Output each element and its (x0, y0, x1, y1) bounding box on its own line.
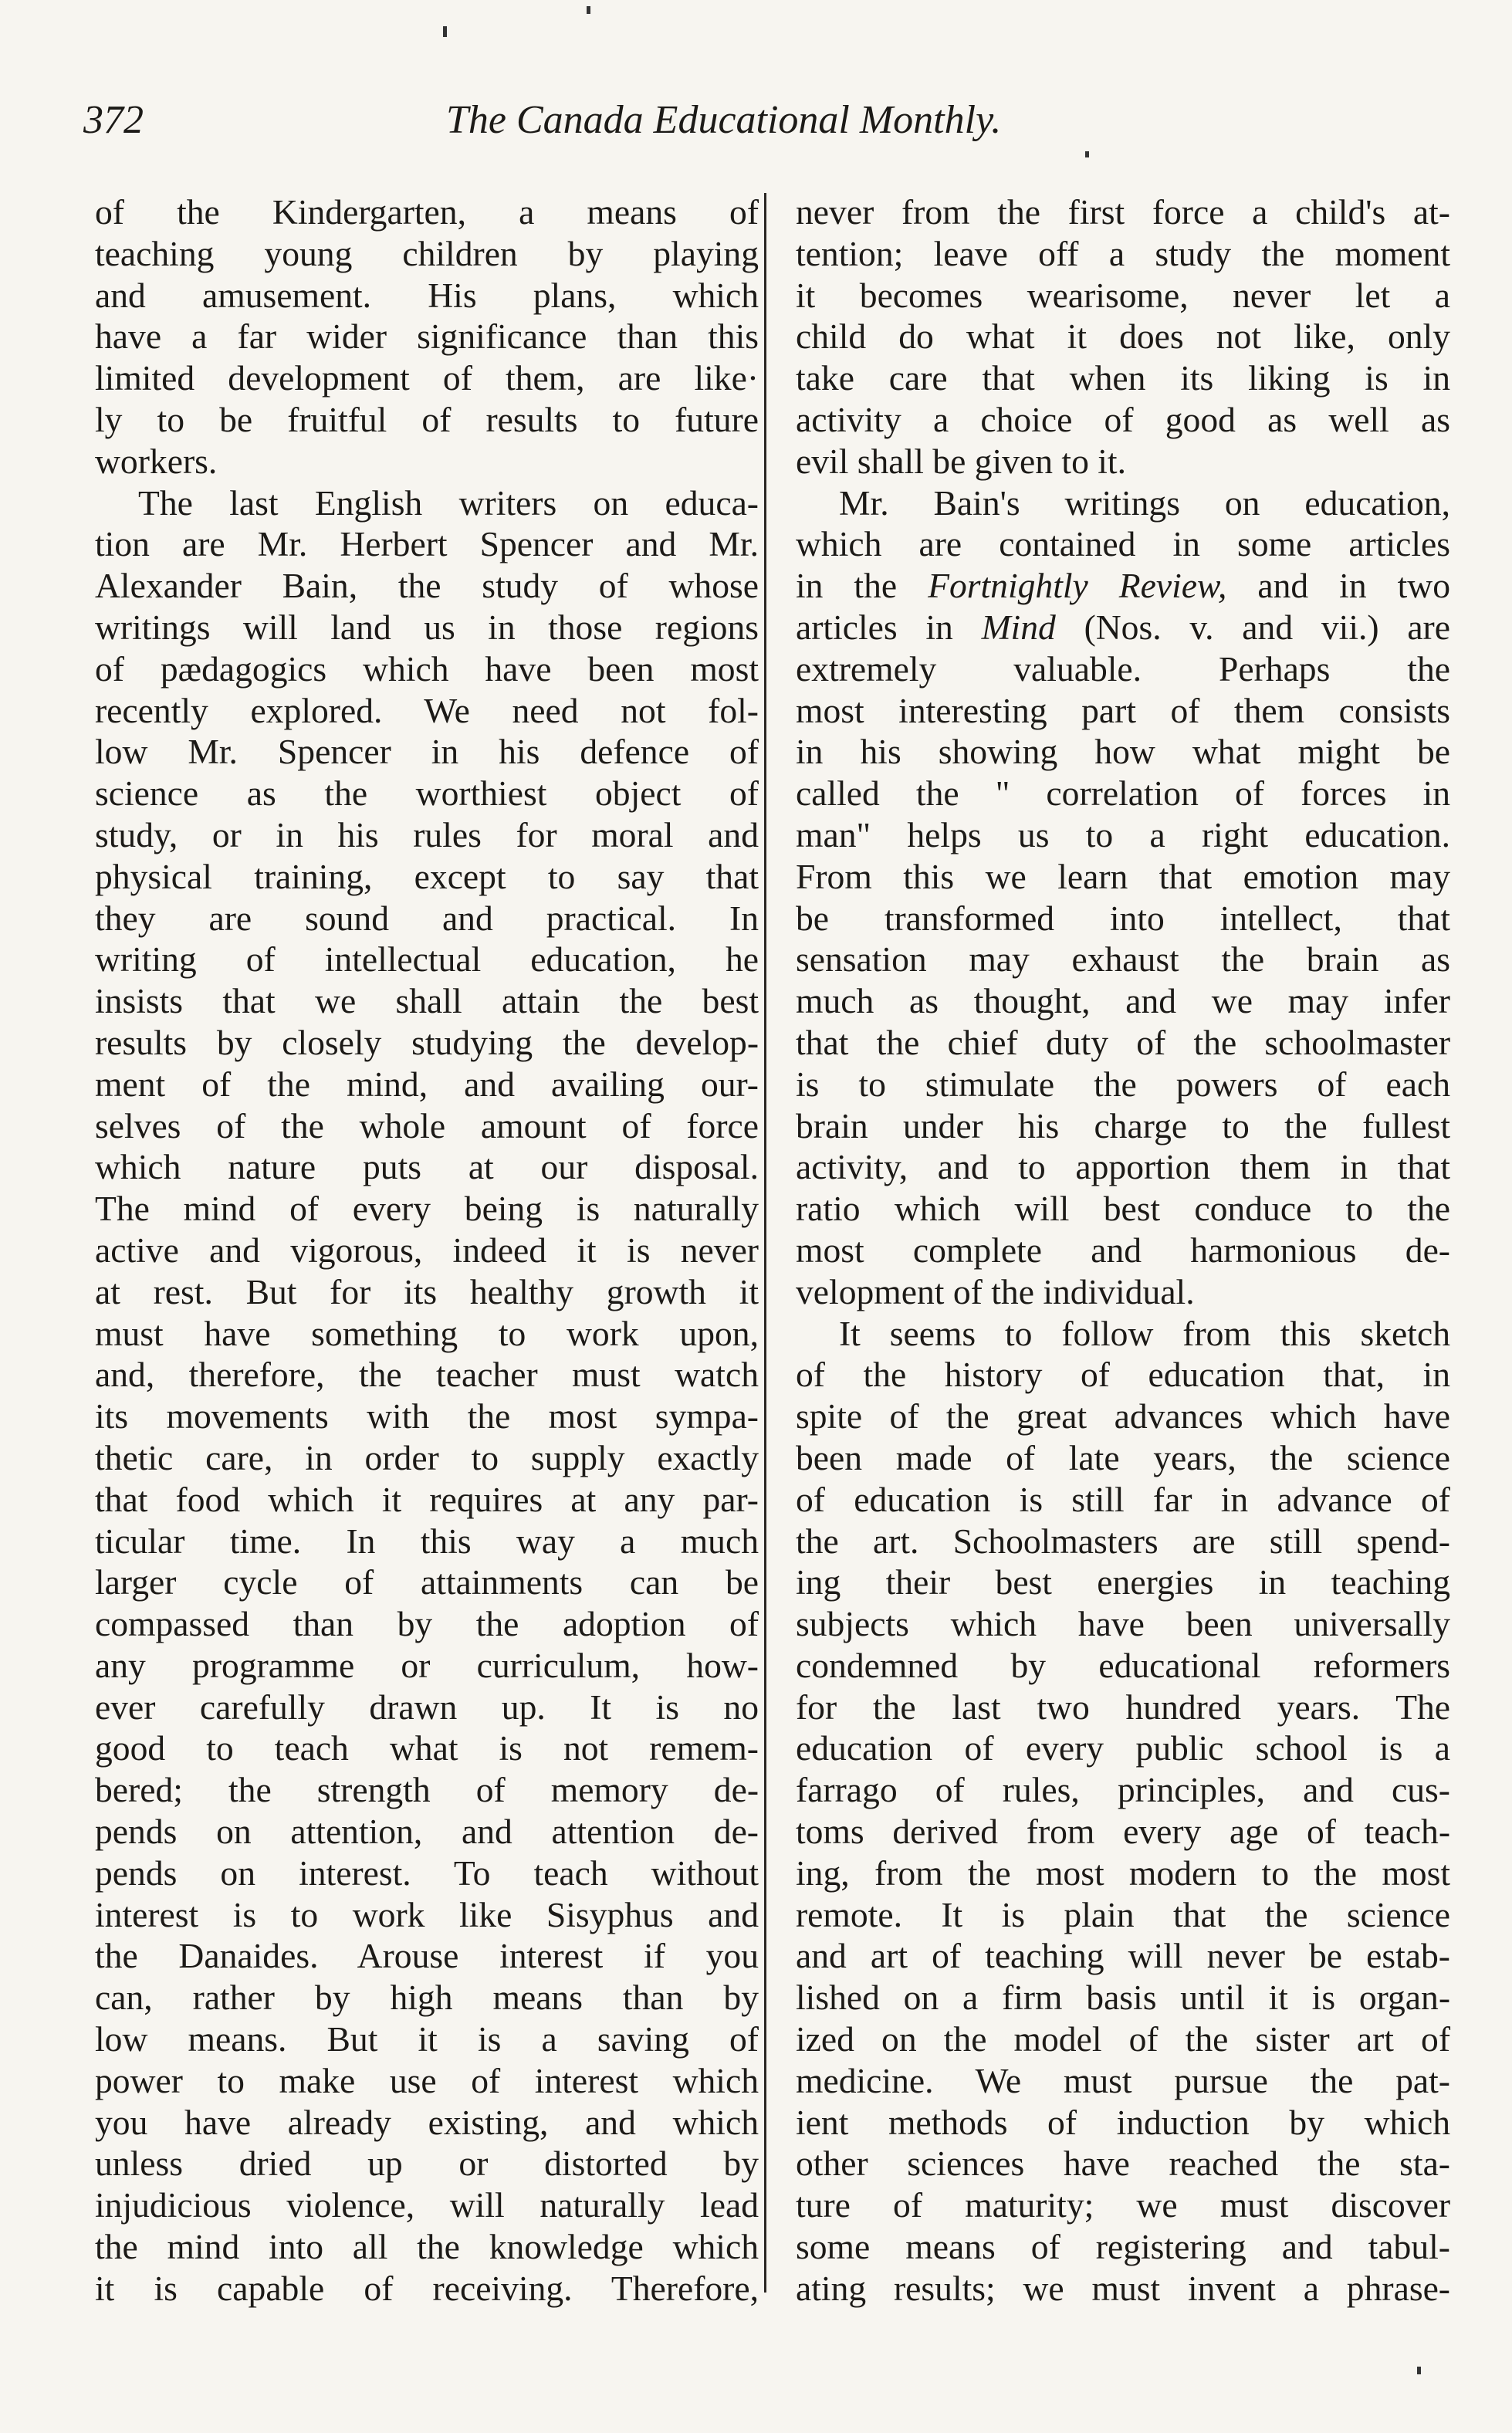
text-line (95, 523, 759, 565)
text-line (95, 814, 759, 856)
text-line (95, 1146, 759, 1188)
text-run: study, or in his rules for moral and (95, 814, 759, 854)
text-line (95, 939, 759, 980)
text-run: ient methods of induction by which (796, 2102, 1450, 2142)
text-line (796, 1354, 1450, 1396)
text-line (95, 898, 759, 939)
text-run: ratio which will best conduce to the (796, 1189, 1450, 1229)
text-run: the art. Schoolmasters are still spend- (796, 1521, 1450, 1561)
text-line (796, 1853, 1450, 1894)
text-line (796, 1894, 1450, 1936)
text-line (796, 357, 1450, 399)
text-run: must have something to work upon, (95, 1313, 759, 1353)
text-run: Alexander Bain, the study of whose (95, 566, 759, 606)
text-run: ticular time. In this way a much (95, 1521, 759, 1561)
text-line (796, 2018, 1450, 2060)
text-line (95, 1645, 759, 1687)
text-run: man" helps us to a right education. (796, 814, 1450, 854)
text-run: ing, from the most modern to the most (796, 1853, 1450, 1893)
text-run: results by closely studying the develop- (95, 1022, 759, 1062)
text-run: bered; the strength of memory de- (95, 1770, 759, 1810)
text-line (796, 607, 1450, 648)
text-line (796, 1727, 1450, 1769)
text-line (95, 1521, 759, 1562)
text-run: It seems to follow from this sketch (839, 1313, 1450, 1353)
text-line (796, 316, 1450, 357)
text-run: toms derived from every age of teach- (796, 1812, 1450, 1852)
text-run: From this we learn that emotion may (796, 856, 1450, 896)
text-line (796, 1521, 1450, 1562)
text-line (796, 1977, 1450, 2018)
text-line (95, 1022, 759, 1064)
text-run: which nature puts at our disposal. (95, 1147, 759, 1187)
text-run: tion are Mr. Herbert Spencer and Mr. (95, 524, 759, 564)
text-line (95, 1687, 759, 1728)
text-run: pends on attention, and attention de- (95, 1812, 759, 1852)
text-run: its movements with the most sympa- (95, 1396, 759, 1436)
text-run: of the Kindergarten, a means of (95, 192, 759, 232)
text-line (796, 731, 1450, 773)
text-line (796, 2268, 1450, 2309)
text-run: compassed than by the adoption of (95, 1604, 759, 1644)
text-run: take care that when its liking is in (796, 358, 1450, 398)
text-line (95, 731, 759, 773)
text-run: be transformed into intellect, that (796, 898, 1450, 938)
text-line (796, 565, 1450, 607)
text-line (796, 275, 1450, 316)
text-run: have a far wider significance than this (95, 316, 759, 357)
text-line (95, 1935, 759, 1977)
scan-speck (1417, 2367, 1421, 2374)
text-line (95, 1105, 759, 1147)
text-run: larger cycle of attainments can be (95, 1562, 759, 1602)
text-run: lished on a firm basis until it is organ- (796, 1978, 1450, 2018)
text-run: and art of teaching will never be estab- (796, 1936, 1450, 1976)
text-line (796, 1687, 1450, 1728)
text-line (95, 690, 759, 732)
text-line (95, 856, 759, 898)
text-run: farrago of rules, principles, and cus- (796, 1770, 1450, 1810)
text-run: sensation may exhaust the brain as (796, 939, 1450, 980)
text-line (95, 1396, 759, 1437)
text-run: most interesting part of them consists (796, 690, 1450, 730)
text-line (95, 1977, 759, 2018)
text-line (796, 814, 1450, 856)
text-line (95, 1188, 759, 1230)
text-run: physical training, except to say that (95, 856, 759, 896)
text-line (95, 1313, 759, 1355)
text-line (95, 1603, 759, 1645)
text-line (796, 1230, 1450, 1271)
text-run: of pædagogics which have been most (95, 648, 759, 689)
text-run: some means of registering and tabul- (796, 2227, 1450, 2267)
text-run: the Danaides. Arouse interest if you (95, 1936, 759, 1976)
text-run: much as thought, and we may infer (796, 981, 1450, 1021)
text-run: unless dried up or distorted by (95, 2144, 759, 2184)
text-line (796, 1188, 1450, 1230)
text-run: that food which it requires at any par- (95, 1479, 759, 1519)
text-line (95, 233, 759, 275)
text-run: of education is still far in advance of (796, 1479, 1450, 1519)
text-line (796, 939, 1450, 980)
text-run: science as the worthiest object of (95, 773, 759, 814)
text-run: power to make use of interest which (95, 2060, 759, 2100)
text-run: the mind into all the knowledge which (95, 2227, 759, 2267)
text-line (796, 2060, 1450, 2102)
text-run: other sciences have reached the sta- (796, 2144, 1450, 2184)
text-line (796, 523, 1450, 565)
text-line (796, 898, 1450, 939)
text-run: The last English writers on educa- (138, 482, 759, 523)
text-run: education of every public school is a (796, 1728, 1450, 1768)
text-run: and, therefore, the teacher must watch (95, 1355, 759, 1395)
text-run: in the (796, 566, 898, 606)
text-line (796, 1437, 1450, 1479)
text-run: good to teach what is not remem- (95, 1728, 759, 1768)
text-line (95, 1064, 759, 1105)
column-divider (764, 193, 766, 2293)
text-line (796, 2184, 1450, 2226)
text-line (796, 1811, 1450, 1853)
right-column (796, 191, 1450, 2309)
text-run: for the last two hundred years. The (796, 1687, 1450, 1727)
text-run: activity, and to apportion them in that (796, 1147, 1450, 1187)
page-number: 372 (83, 98, 144, 142)
italic-title: Fortnightly Review, (928, 566, 1227, 606)
text-line (796, 399, 1450, 441)
text-line (95, 1727, 759, 1769)
text-line (95, 1437, 759, 1479)
text-line (95, 2268, 759, 2309)
text-run: called the " correlation of forces in (796, 773, 1450, 814)
text-line (796, 1022, 1450, 1064)
text-run: ating results; we must invent a phrase- (796, 2268, 1450, 2308)
text-run: is to stimulate the powers of each (796, 1064, 1450, 1104)
text-line (796, 1645, 1450, 1687)
text-run: of the history of education that, in (796, 1355, 1450, 1395)
running-title: The Canada Educational Monthly. (446, 98, 1002, 142)
text-run: it becomes wearisome, never let a (796, 275, 1450, 315)
text-line (796, 1146, 1450, 1188)
text-line (95, 316, 759, 357)
text-run: ing their best energies in teaching (796, 1562, 1450, 1602)
text-line (95, 2018, 759, 2060)
text-line (796, 1396, 1450, 1437)
text-line (796, 2102, 1450, 2144)
text-run: they are sound and practical. In (95, 898, 759, 938)
text-run: been made of late years, the science (796, 1437, 1450, 1477)
text-run: injudicious violence, will naturally lead (95, 2185, 759, 2225)
text-line (95, 441, 759, 482)
text-run: writings will land us in those regions (95, 607, 759, 647)
text-run: can, rather by high means than by (95, 1978, 759, 2018)
text-line (95, 1894, 759, 1936)
text-line (796, 233, 1450, 275)
text-run: pends on interest. To teach without (95, 1853, 759, 1893)
text-run: active and vigorous, indeed it is never (95, 1230, 759, 1270)
text-run: which are contained in some articles (796, 524, 1450, 564)
left-column (95, 191, 759, 2309)
text-run: ture of maturity; we must discover (796, 2185, 1450, 2225)
text-line (796, 191, 1450, 233)
text-run: brain under his charge to the fullest (796, 1105, 1450, 1145)
text-run: ment of the mind, and availing our- (95, 1064, 759, 1104)
text-run: medicine. We must pursue the pat- (796, 2060, 1450, 2100)
text-run: in his showing how what might be (796, 732, 1450, 772)
text-run: velopment of the individual. (796, 1271, 1195, 1311)
text-line (95, 2184, 759, 2226)
text-run: workers. (95, 441, 218, 481)
text-line (95, 1769, 759, 1811)
text-run: most complete and harmonious de- (796, 1230, 1450, 1270)
text-line (796, 648, 1450, 690)
text-line (95, 357, 759, 399)
text-run: Mr. Bain's writings on education, (839, 482, 1450, 523)
text-run: ized on the model of the sister art of (796, 2019, 1450, 2059)
text-line (95, 1811, 759, 1853)
text-run: any programme or curriculum, how- (95, 1645, 759, 1685)
text-line (95, 1479, 759, 1521)
text-line (796, 1064, 1450, 1105)
text-run: low Mr. Spencer in his defence of (95, 732, 759, 772)
text-line (95, 2143, 759, 2184)
text-run: extremely valuable. Perhaps the (796, 648, 1450, 689)
text-run: activity a choice of good as well as (796, 399, 1450, 439)
text-line (95, 607, 759, 648)
text-line (796, 1479, 1450, 1521)
text-run: spite of the great advances which have (796, 1396, 1450, 1436)
text-line (796, 1105, 1450, 1147)
text-line (796, 2226, 1450, 2268)
text-run: child do what it does not like, only (796, 316, 1450, 357)
text-run: it is capable of receiving. Therefore, (95, 2268, 759, 2308)
text-line (95, 2102, 759, 2144)
text-line (95, 1271, 759, 1313)
text-run: interest is to work like Sisyphus and (95, 1894, 759, 1934)
text-line (95, 482, 759, 524)
text-run: tention; leave off a study the moment (796, 233, 1450, 273)
text-line (796, 1769, 1450, 1811)
text-line (95, 1562, 759, 1603)
text-line (796, 1313, 1450, 1355)
text-run: insists that we shall attain the best (95, 981, 759, 1021)
running-header (83, 97, 1426, 151)
text-line (796, 1271, 1450, 1313)
text-run: that the chief duty of the schoolmaster (796, 1022, 1450, 1062)
text-run: and amusement. His plans, which (95, 275, 759, 315)
text-line (796, 1603, 1450, 1645)
text-line (95, 648, 759, 690)
text-run: low means. But it is a saving of (95, 2019, 759, 2059)
text-line (95, 191, 759, 233)
italic-title: Mind (981, 607, 1056, 647)
text-line (95, 399, 759, 441)
text-run: remote. It is plain that the science (796, 1894, 1450, 1934)
text-line (796, 980, 1450, 1022)
text-run: teaching young children by playing (95, 233, 759, 273)
text-run: selves of the whole amount of force (95, 1105, 759, 1145)
text-run: The mind of every being is naturally (95, 1189, 759, 1229)
text-line (796, 441, 1450, 482)
text-line (95, 565, 759, 607)
text-line (796, 1935, 1450, 1977)
text-run: condemned by educational reformers (796, 1645, 1450, 1685)
scan-speck (1085, 151, 1089, 157)
text-line (95, 2226, 759, 2268)
text-line (796, 2143, 1450, 2184)
text-run: ly to be fruitful of results to future (95, 399, 759, 439)
text-line (95, 1853, 759, 1894)
text-line (95, 275, 759, 316)
text-run: evil shall be given to it. (796, 441, 1126, 481)
text-run: writing of intellectual education, he (95, 939, 759, 980)
text-run: never from the first force a child's at- (796, 192, 1450, 232)
text-line (796, 1562, 1450, 1603)
text-line (796, 773, 1450, 814)
text-line (796, 856, 1450, 898)
text-run: ever carefully drawn up. It is no (95, 1687, 759, 1727)
text-run: subjects which have been universally (796, 1604, 1450, 1644)
text-run: and in two (1257, 566, 1450, 606)
text-line (796, 690, 1450, 732)
text-line (796, 482, 1450, 524)
text-run: you have already existing, and which (95, 2102, 759, 2142)
text-line (95, 1354, 759, 1396)
scan-speck (587, 6, 590, 14)
text-run: limited development of them, are like· (95, 358, 759, 398)
text-run: thetic care, in order to supply exactly (95, 1437, 759, 1477)
text-run: (Nos. v. and vii.) are (1084, 607, 1450, 647)
text-line (95, 773, 759, 814)
text-run: recently explored. We need not fol- (95, 690, 759, 730)
text-line (95, 1230, 759, 1271)
text-run: at rest. But for its healthy growth it (95, 1271, 759, 1311)
scan-speck (443, 26, 447, 37)
text-line (95, 980, 759, 1022)
text-run: articles in (796, 607, 953, 647)
text-line (95, 2060, 759, 2102)
